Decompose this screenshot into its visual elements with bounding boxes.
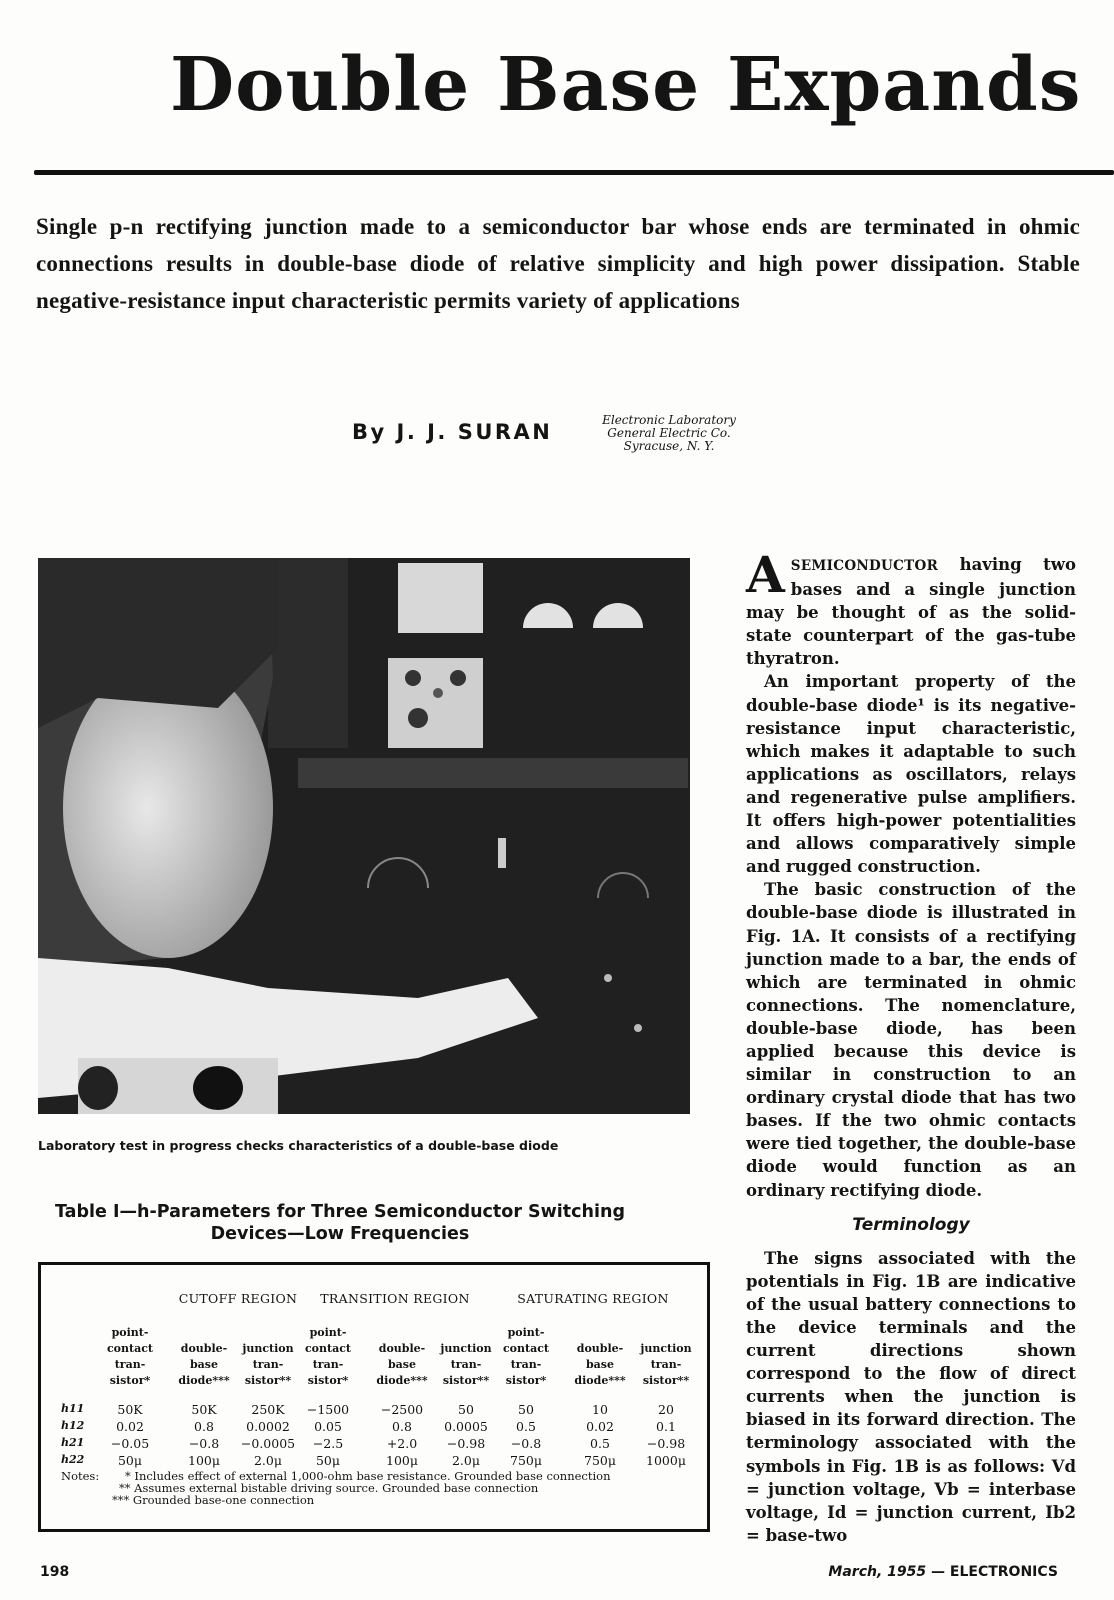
photo-caption: Laboratory test in progress checks characteristics of a double-base diode [38, 1138, 559, 1153]
table-row [41, 1436, 707, 1454]
table-cell: 0.05 [314, 1419, 342, 1434]
column-header-line: point- [309, 1326, 347, 1339]
table-cell: 10 [592, 1402, 608, 1417]
column-header-line: diode*** [574, 1374, 626, 1387]
table-row [41, 1402, 707, 1420]
column-header [435, 1325, 497, 1389]
table-cell: 250K [251, 1402, 285, 1417]
column-header-line: diode*** [178, 1374, 230, 1387]
column-header-line: sistor* [307, 1374, 349, 1387]
table-cell: 0.8 [194, 1419, 214, 1434]
table-note: * Includes effect of external 1,000-ohm base resistance. Grounded base connection [125, 1469, 611, 1483]
author-affiliation [574, 414, 764, 453]
table-cell: 0.02 [586, 1419, 614, 1434]
column-header [569, 1325, 631, 1389]
notes-label: Notes: [61, 1469, 100, 1483]
column-header-line [237, 1325, 299, 1341]
body-column [746, 545, 1076, 1547]
affiliation-line: Syracuse, N. Y. [623, 439, 715, 453]
body-paragraph [746, 545, 1076, 670]
column-header-line: base [585, 1358, 614, 1371]
column-header [495, 1325, 557, 1389]
article-deck: Single p-n rectifying junction made to a semiconductor bar whose ends are terminated in ohmic connections results in double-base diode of relative simplicity and high power dissipation. Stable negative-resistance input characteristic permits variety of applications [36, 214, 1080, 313]
body-paragraph: The signs associated with the potentials in Fig. 1B are indicative of the usual battery connections to the device terminals and the current directions shown correspond to the flow of direct currents when the junction is biased in its forward direction. The terminology associated with the symbols in Fig. 1B is as follows: Vd = junction voltage, Vb = interbase voltage, Id = junction current, Ib2 = base-two [746, 1248, 1076, 1545]
column-header-line: tran- [510, 1358, 542, 1371]
column-header-line [173, 1325, 235, 1341]
table-cell: 50 [518, 1402, 534, 1417]
region-header: SATURATING REGION [517, 1291, 669, 1306]
column-header-line [569, 1325, 631, 1341]
body-paragraph: The basic construction of the double-base diode is illustrated in Fig. 1A. It consists of a rectifying junction made to a bar, the ends of which are terminated in ohmic connections. The nomenclature, double-base diode, has been applied because this device is similar in construction to an ordinary crystal diode that has two bases. If the two ohmic contacts were tied together, the double-base diode would function as an ordinary rectifying diode. [746, 880, 1076, 1200]
table-cell: 100μ [386, 1453, 418, 1468]
drop-cap: A [746, 545, 785, 604]
table-title-line: Devices—Low Frequencies [210, 1224, 470, 1244]
lab-photo-illustration [38, 558, 690, 1114]
column-header-line: point- [111, 1326, 149, 1339]
table-cell: −0.05 [110, 1436, 150, 1451]
region-header: TRANSITION REGION [320, 1291, 470, 1306]
column-header-line: tran- [312, 1358, 344, 1371]
affiliation-line: General Electric Co. [607, 426, 731, 440]
table-cell: 50 [458, 1402, 474, 1417]
column-header-line: tran- [252, 1358, 284, 1371]
column-header-line: base [189, 1358, 218, 1371]
table-cell: 0.0002 [246, 1419, 290, 1434]
table-cell: 750μ [584, 1453, 616, 1468]
column-header [371, 1325, 433, 1389]
column-header-line: contact [502, 1342, 550, 1355]
article-title: Double Base Expands [170, 42, 1082, 128]
table-cell: 0.0005 [444, 1419, 488, 1434]
column-header [173, 1325, 235, 1389]
column-header-line: junction [440, 1342, 492, 1355]
row-label: h21 [61, 1436, 85, 1449]
column-header-line: junction [242, 1342, 294, 1355]
table-cell: −2.5 [312, 1436, 344, 1451]
lead-text: having two bases and a single junction may be thought of as the solid-state counterpart of the gas-tube thyratron. [746, 555, 1076, 669]
column-header-line: sistor** [244, 1374, 292, 1387]
table-cell: −0.98 [446, 1436, 486, 1451]
column-header-line [371, 1325, 433, 1341]
column-header-line: double- [180, 1342, 228, 1355]
table-cell: −0.0005 [240, 1436, 296, 1451]
column-header-line [435, 1325, 497, 1341]
row-label: h22 [61, 1453, 85, 1466]
row-label: h11 [61, 1402, 85, 1415]
table-cell: 0.8 [392, 1419, 412, 1434]
table-cell: 2.0μ [451, 1453, 480, 1468]
table-cell: 1000μ [646, 1453, 686, 1468]
running-footer [828, 1564, 1058, 1580]
h-parameter-table [38, 1262, 710, 1532]
column-header-line: diode*** [376, 1374, 428, 1387]
row-label: h12 [61, 1419, 85, 1432]
magazine-name: ELECTRONICS [949, 1564, 1058, 1580]
table-cell: 0.5 [590, 1436, 610, 1451]
column-header-line: tran- [114, 1358, 146, 1371]
column-header-line: sistor* [109, 1374, 151, 1387]
table-cell: +2.0 [386, 1436, 418, 1451]
column-header-line: sistor** [642, 1374, 690, 1387]
column-header-line: sistor** [442, 1374, 490, 1387]
table-row [41, 1419, 707, 1437]
column-header-line [635, 1325, 697, 1341]
table-cell: 20 [658, 1402, 674, 1417]
column-header-line: double- [576, 1342, 624, 1355]
table-cell: 50μ [117, 1453, 143, 1468]
table-cell: 100μ [188, 1453, 220, 1468]
table-title [40, 1201, 640, 1245]
lab-photo [38, 558, 690, 1114]
table-cell: 50μ [315, 1453, 341, 1468]
page-number: 198 [40, 1564, 70, 1580]
table-note: ** Assumes external bistable driving source. Grounded base connection [119, 1481, 539, 1495]
table-cell: −0.98 [646, 1436, 686, 1451]
column-header-line: point- [507, 1326, 545, 1339]
column-header-line: double- [378, 1342, 426, 1355]
table-cell: 0.1 [656, 1419, 676, 1434]
table-cell: 750μ [510, 1453, 542, 1468]
body-paragraph: An important property of the double-base diode¹ is its negative-resistance input characteristic, which makes it adaptable to such applications as oscillators, relays and regenerative pulse amplifiers. It offers high-power potentialities and allows comparatively simple and rugged construction. [746, 672, 1076, 877]
table-cell: −1500 [306, 1402, 350, 1417]
column-header-line: tran- [650, 1358, 682, 1371]
column-header [297, 1325, 359, 1389]
column-header-line: junction [640, 1342, 692, 1355]
table-cell: 2.0μ [253, 1453, 282, 1468]
region-header: CUTOFF REGION [178, 1291, 298, 1306]
column-header [635, 1325, 697, 1389]
table-cell: 50K [191, 1402, 217, 1417]
table-cell: 50K [117, 1402, 143, 1417]
table-cell: 0.5 [516, 1419, 536, 1434]
column-header-line: tran- [450, 1358, 482, 1371]
column-header [237, 1325, 299, 1389]
table-cell: −0.8 [510, 1436, 542, 1451]
table-cell: −2500 [380, 1402, 424, 1417]
column-header-line: contact [106, 1342, 154, 1355]
column-header-line: contact [304, 1342, 352, 1355]
lead-smallcaps: SEMICONDUCTOR [790, 558, 939, 574]
byline: By J. J. SURAN [352, 420, 553, 444]
issue-date: March, 1955 [828, 1564, 927, 1580]
column-header [99, 1325, 161, 1389]
column-header-line: base [387, 1358, 416, 1371]
meter-icon [398, 563, 483, 633]
title-rule [34, 170, 1114, 175]
column-header-line: sistor* [505, 1374, 547, 1387]
table-title-line: Table I—h-Parameters for Three Semiconductor Switching [55, 1202, 625, 1222]
footer-separator: — [926, 1564, 950, 1580]
section-subhead: Terminology [852, 1214, 970, 1235]
affiliation-line: Electronic Laboratory [602, 413, 736, 427]
table-note: *** Grounded base-one connection [112, 1493, 315, 1507]
table-cell: −0.8 [188, 1436, 220, 1451]
table-cell: 0.02 [116, 1419, 144, 1434]
